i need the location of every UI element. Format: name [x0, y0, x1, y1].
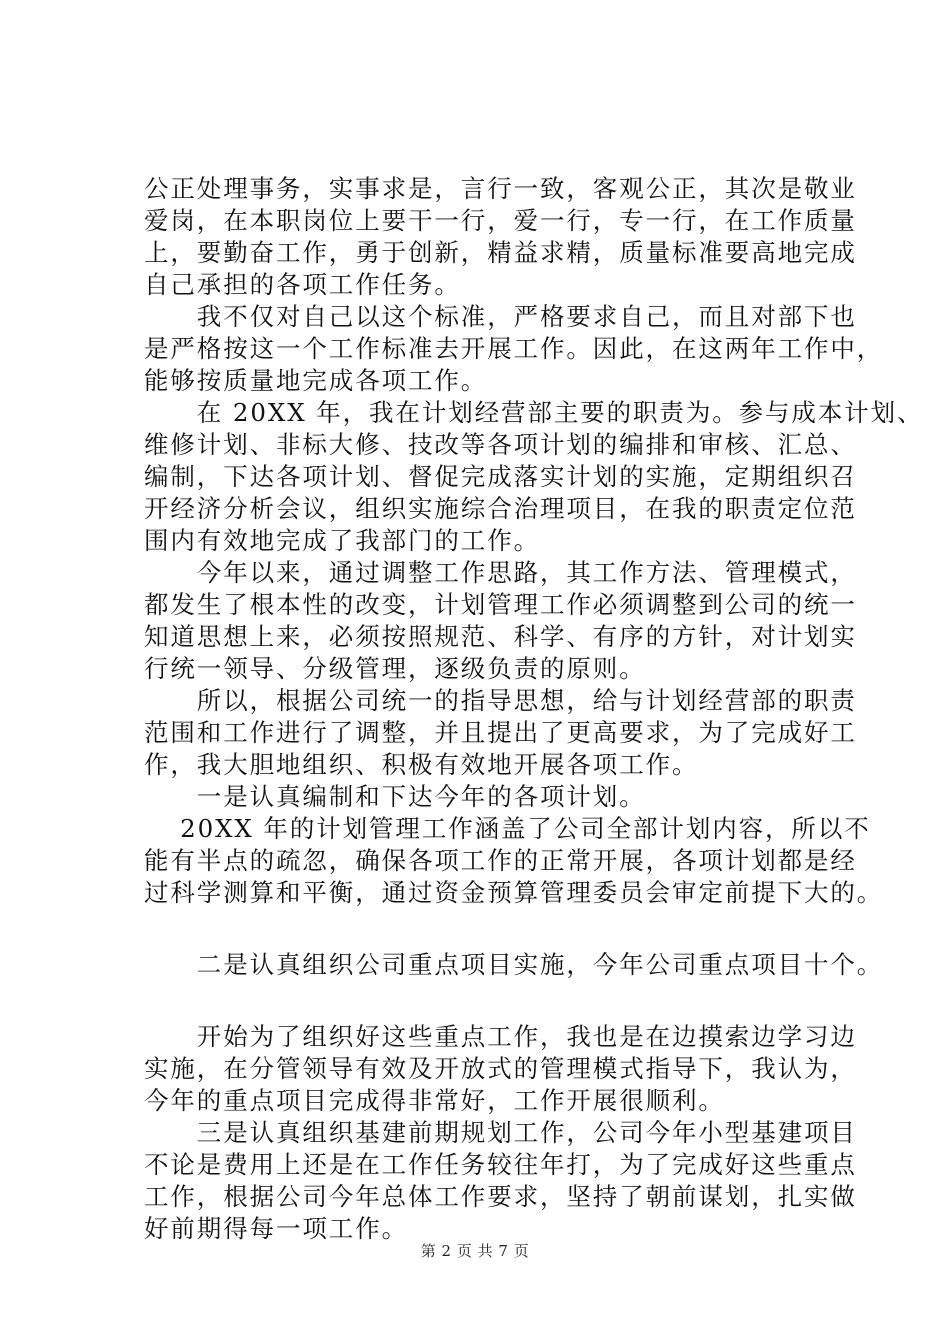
- text-line: 作，我大胆地组织、积极有效地开展各项工作。: [144, 750, 699, 779]
- text-line: 今年以来，通过调整工作思路，其工作方法、管理模式，: [144, 558, 857, 587]
- text-line: 上，要勤奋工作，勇于创新，精益求精，质量标准要高地完成: [144, 238, 857, 267]
- text-line: 过科学测算和平衡，通过资金预算管理委员会审定前提下大的。: [144, 878, 884, 907]
- document-body: [144, 173, 924, 1245]
- text-line: 行统一领导、分级管理，逐级负责的原则。: [144, 654, 646, 683]
- text-line: 三是认真组织基建前期规划工作，公司今年小型基建项目: [144, 1118, 857, 1147]
- text-line: 二是认真组织公司重点项目实施，今年公司重点项目十个。: [144, 950, 884, 979]
- text-line: 我不仅对自己以这个标准，严格要求自己，而且对部下也: [144, 302, 857, 331]
- text-line: 好前期得每一项工作。: [144, 1214, 408, 1243]
- text-line: 知道思想上来，必须按照规范、科学、有序的方针，对计划实: [144, 622, 857, 651]
- text-line: 一是认真编制和下达今年的各项计划。: [144, 782, 646, 811]
- text-line: 自己承担的各项工作任务。: [144, 270, 461, 299]
- paragraph-gap: [144, 909, 824, 949]
- text-line: 爱岗，在本职岗位上要干一行，爱一行，专一行，在工作质量: [144, 206, 857, 235]
- text-line: 开经济分析会议，组织实施综合治理项目，在我的职责定位范: [144, 494, 857, 523]
- text-line: 编制，下达各项计划、督促完成落实计划的实施，定期组织召: [144, 462, 857, 491]
- text-line: 能有半点的疏忽，确保各项工作的正常开展，各项计划都是经: [144, 846, 857, 875]
- text-line: 工作，根据公司今年总体工作要求，坚持了朝前谋划，扎实做: [144, 1182, 857, 1211]
- page-number-footer: 第 2 页 共 7 页: [420, 1242, 530, 1260]
- text-line: 开始为了组织好这些重点工作，我也是在边摸索边学习边: [144, 1022, 857, 1051]
- text-line: 维修计划、非标大修、技改等各项计划的编排和审核、汇总、: [144, 430, 857, 459]
- text-line: 所以，根据公司统一的指导思想，给与计划经营部的职责: [144, 686, 857, 715]
- text-line: 是严格按这一个工作标准去开展工作。因此，在这两年工作中，: [144, 334, 884, 363]
- paragraph-gap: [144, 981, 824, 1021]
- text-line: 今年的重点项目完成得非常好，工作开展很顺利。: [144, 1086, 725, 1115]
- text-line: 在 20XX 年，我在计划经营部主要的职责为。参与成本计划、: [144, 398, 924, 427]
- text-line: 20XX 年的计划管理工作涵盖了公司全部计划内容，所以不: [144, 814, 871, 843]
- text-line: 公正处理事务，实事求是，言行一致，客观公正，其次是敬业: [144, 174, 857, 203]
- text-line: 范围和工作进行了调整，并且提出了更高要求，为了完成好工: [144, 718, 857, 747]
- text-line: 不论是费用上还是在工作任务较往年打，为了完成好这些重点: [144, 1150, 857, 1179]
- text-line: 能够按质量地完成各项工作。: [144, 366, 488, 395]
- text-line: 实施，在分管领导有效及开放式的管理模式指导下，我认为，: [144, 1054, 857, 1083]
- text-line: 都发生了根本性的改变，计划管理工作必须调整到公司的统一: [144, 590, 857, 619]
- text-line: 围内有效地完成了我部门的工作。: [144, 526, 540, 555]
